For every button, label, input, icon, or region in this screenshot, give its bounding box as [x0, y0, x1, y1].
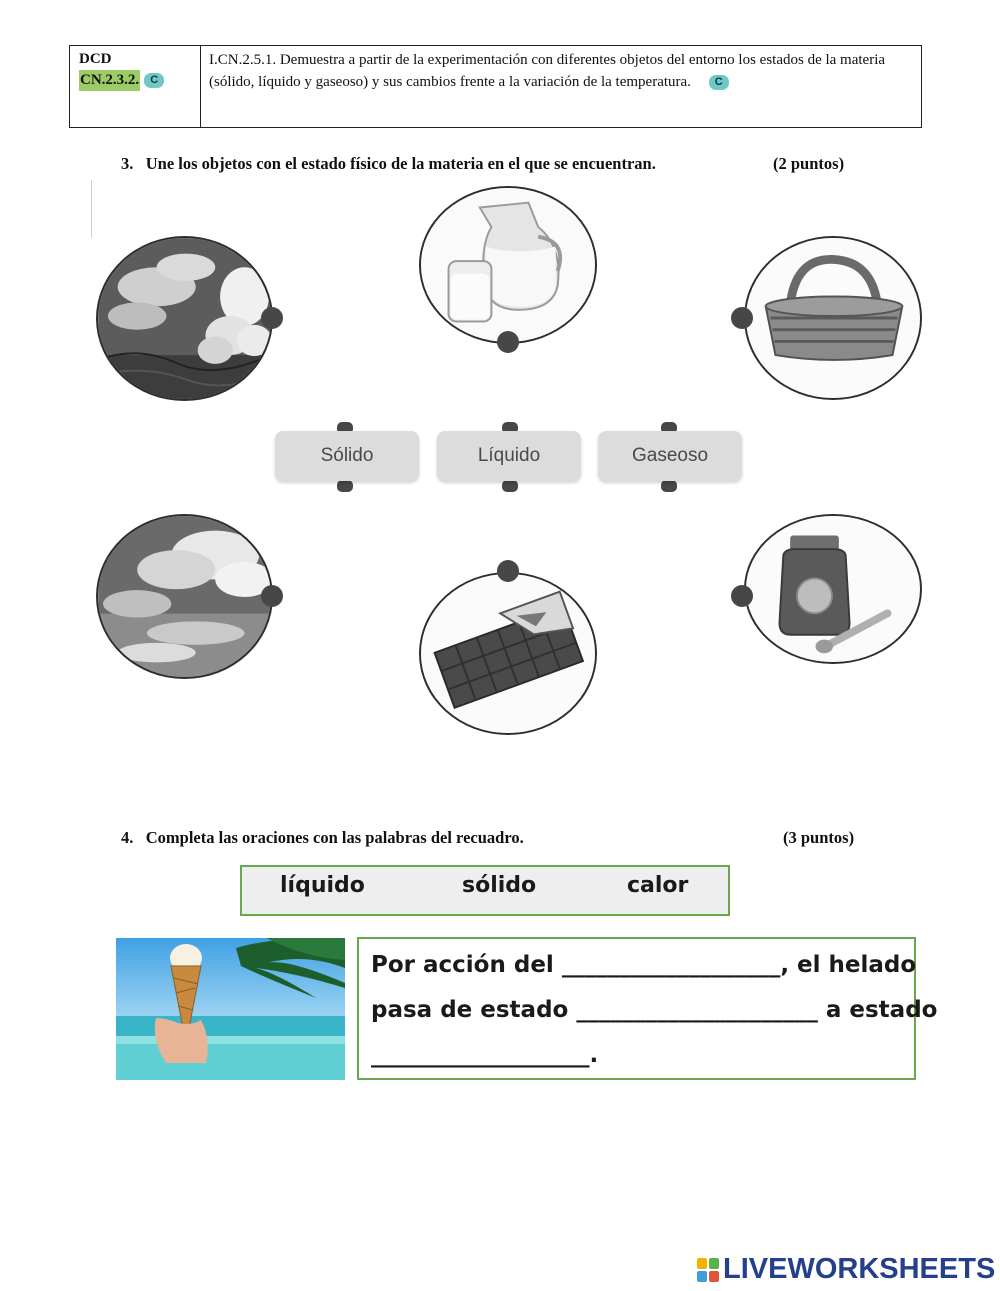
code-value: CN.2.3.2. [79, 70, 140, 91]
question-4-points: (3 puntos) [783, 828, 855, 847]
match-dot-chocolate[interactable] [497, 560, 519, 582]
cloud-icon [98, 516, 271, 677]
honey-icon [746, 516, 920, 662]
match-pin-bottom[interactable] [661, 480, 677, 492]
clouds-picture [96, 514, 273, 679]
word-liquid: líquido [280, 873, 365, 898]
header-description-cell [209, 49, 909, 93]
match-dot-honey[interactable] [731, 585, 753, 607]
code-label: DCD [79, 51, 112, 67]
match-pin-bottom[interactable] [337, 480, 353, 492]
basket-picture [744, 236, 922, 400]
comment-icon[interactable]: C [709, 75, 729, 90]
question-4-title: 4. Completa las oraciones con las palabras del recuadro. [121, 828, 524, 847]
milk-picture [419, 186, 597, 344]
ice-cream-icon [116, 938, 345, 1080]
state-label-solid[interactable]: Sólido [275, 431, 419, 481]
divider [91, 180, 92, 238]
logo-icon [697, 1258, 719, 1282]
ice-cream-photo [116, 938, 345, 1080]
basket-icon [746, 238, 920, 398]
word-bank [240, 865, 730, 916]
header-table [69, 45, 922, 128]
match-dot-smoke[interactable] [261, 307, 283, 329]
logo-text: LIVEWORKSHEETS [723, 1253, 996, 1285]
chocolate-icon [421, 574, 595, 733]
question-3-title: 3. Une los objetos con el estado físico de la materia en el que se encuentran. [121, 154, 656, 173]
comment-icon[interactable]: C [144, 73, 164, 88]
word-solid: sólido [462, 873, 537, 898]
honey-picture [744, 514, 922, 664]
match-dot-clouds[interactable] [261, 585, 283, 607]
match-dot-milk[interactable] [497, 331, 519, 353]
smoke-picture [96, 236, 273, 401]
question-3-points: (2 puntos) [773, 154, 845, 173]
header-code-cell [70, 46, 201, 127]
milk-icon [421, 188, 595, 342]
chocolate-picture [419, 572, 597, 735]
match-dot-basket[interactable] [731, 307, 753, 329]
header-description: I.CN.2.5.1. Demuestra a partir de la experimentación con diferentes objetos del entorno los estados de la materia (sólido, líquido y gaseoso) y sus cambios frente a la variación de la temperatura. [209, 52, 886, 90]
smoke-icon [98, 238, 271, 399]
state-label-gas[interactable]: Gaseoso [598, 431, 742, 481]
sentence-box [357, 937, 938, 1080]
match-pin-bottom[interactable] [502, 480, 518, 492]
sentence-line[interactable]: pasa de estado _____________________ a estado [371, 997, 938, 1023]
state-label-liquid[interactable]: Líquido [437, 431, 581, 481]
sentence-line[interactable]: Por acción del ___________________, el helado [371, 952, 917, 978]
word-heat: calor [627, 873, 689, 898]
sentence-line[interactable]: ___________________. [371, 1042, 599, 1068]
